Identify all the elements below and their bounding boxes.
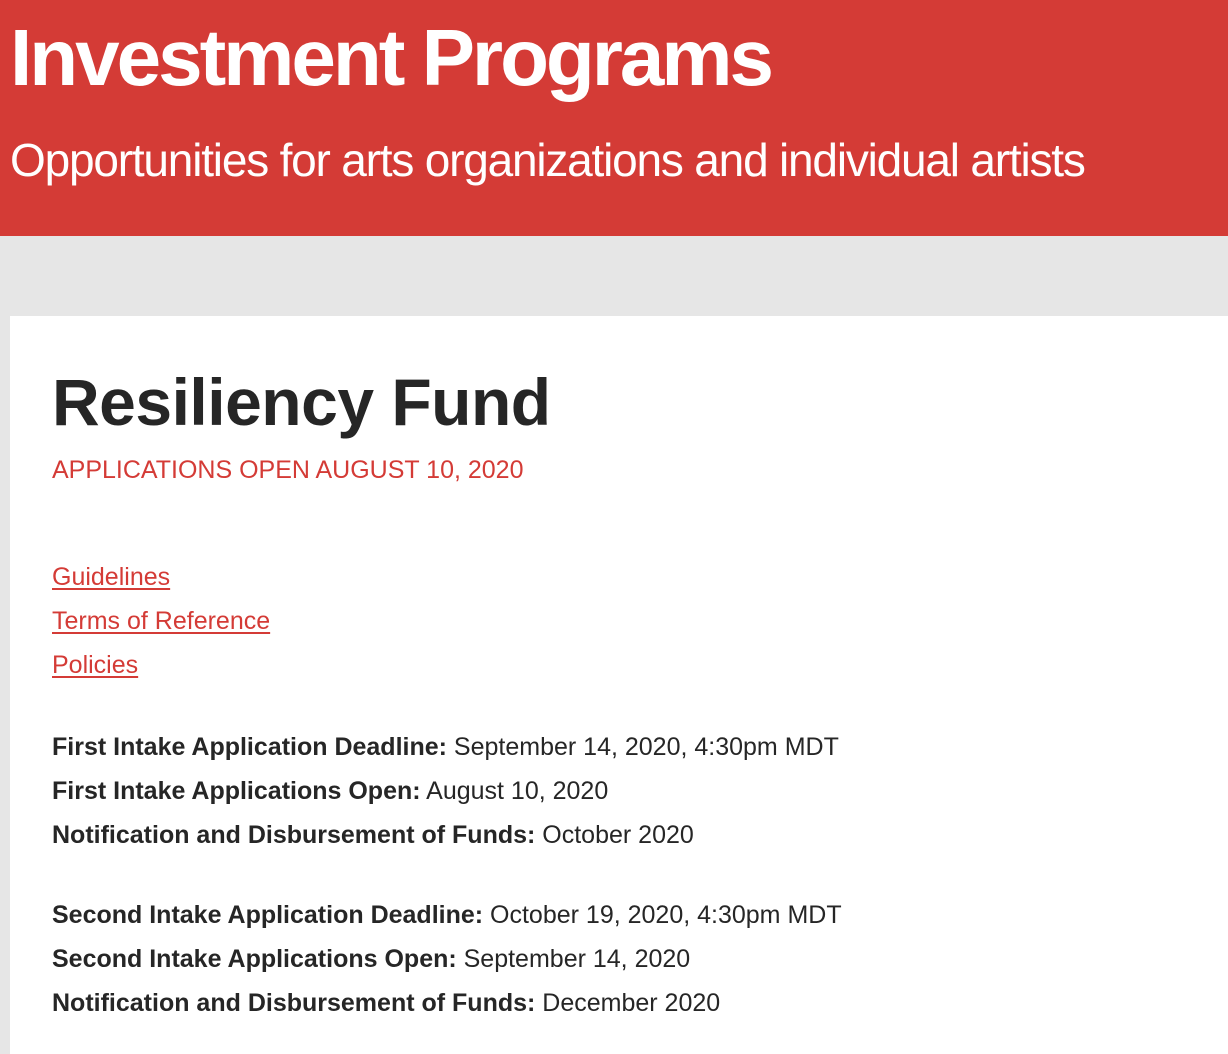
second-intake-deadline bbox=[52, 898, 842, 942]
page-title: Investment Programs bbox=[10, 13, 772, 102]
first-intake-notification bbox=[52, 818, 839, 862]
second-intake-open-label: Second Intake Applications Open: bbox=[52, 945, 457, 973]
fund-status: APPLICATIONS OPEN AUGUST 10, 2020 bbox=[52, 456, 524, 484]
fund-title: Resiliency Fund bbox=[52, 365, 551, 439]
second-intake-deadline-label: Second Intake Application Deadline: bbox=[52, 901, 484, 929]
second-intake-dates bbox=[52, 898, 842, 1030]
first-intake-notification-label: Notification and Disbursement of Funds: bbox=[52, 821, 536, 849]
second-intake-open-value: September 14, 2020 bbox=[456, 945, 691, 973]
second-intake-notification-label: Notification and Disbursement of Funds: bbox=[52, 989, 536, 1017]
link-item-terms-of-reference bbox=[52, 604, 270, 648]
link-item-guidelines bbox=[52, 560, 270, 604]
page-header bbox=[0, 0, 1228, 236]
document-links bbox=[52, 560, 270, 692]
first-intake-deadline-value: September 14, 2020, 4:30pm MDT bbox=[446, 733, 839, 761]
second-intake-open bbox=[52, 942, 842, 986]
page-subtitle: Opportunities for arts organizations and individual artists bbox=[10, 134, 1085, 186]
fund-card bbox=[10, 316, 1228, 1054]
second-intake-deadline-value: October 19, 2020, 4:30pm MDT bbox=[483, 901, 842, 929]
guidelines-link[interactable]: Guidelines bbox=[52, 563, 171, 591]
second-intake-notification bbox=[52, 986, 842, 1030]
second-intake-notification-value: December 2020 bbox=[535, 989, 721, 1017]
first-intake-dates bbox=[52, 730, 839, 862]
first-intake-open bbox=[52, 774, 839, 818]
first-intake-open-label: First Intake Applications Open: bbox=[52, 777, 421, 805]
terms-of-reference-link[interactable]: Terms of Reference bbox=[52, 607, 271, 635]
first-intake-deadline-label: First Intake Application Deadline: bbox=[52, 733, 447, 761]
first-intake-deadline bbox=[52, 730, 839, 774]
policies-link[interactable]: Policies bbox=[52, 651, 139, 679]
first-intake-notification-value: October 2020 bbox=[535, 821, 694, 849]
link-item-policies bbox=[52, 648, 270, 692]
first-intake-open-value: August 10, 2020 bbox=[420, 777, 609, 805]
